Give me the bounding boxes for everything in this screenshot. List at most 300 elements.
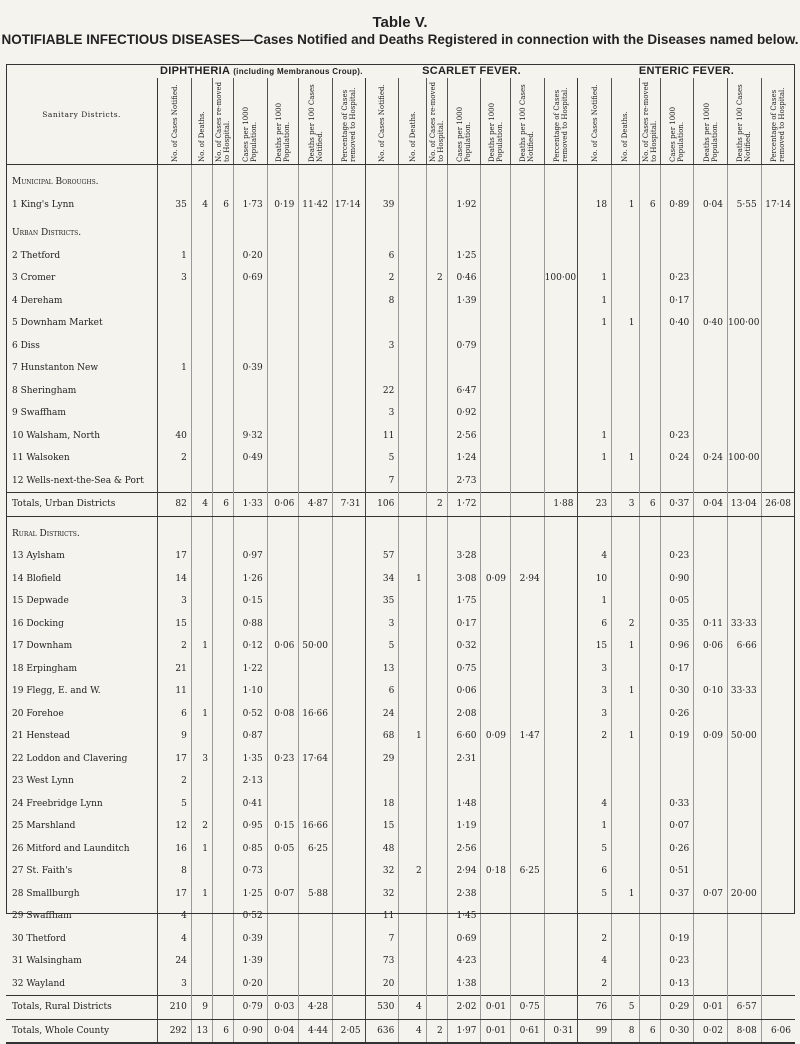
cell: 210: [158, 996, 192, 1020]
cell: [694, 290, 728, 313]
cell: 6: [212, 493, 233, 517]
cell: [639, 838, 660, 861]
cell: 57: [365, 545, 399, 568]
cell: 3: [365, 402, 399, 425]
cell: [267, 793, 299, 816]
district-name: 27 St. Faith's: [12, 866, 73, 877]
cell: 2·56: [447, 838, 481, 861]
cell: [481, 613, 510, 636]
cell: [660, 335, 694, 358]
cell: [761, 425, 795, 448]
cell: [612, 928, 639, 951]
col-header: Percentage of Cases removed to Hospital.: [333, 78, 366, 165]
cell: 0·17: [660, 658, 694, 681]
cell: 1: [578, 290, 612, 313]
cell: [191, 425, 212, 448]
col-header: Deaths per 100 Cases Notified.: [299, 78, 333, 165]
cell: 0·15: [267, 815, 299, 838]
cell: 0·17: [447, 613, 481, 636]
cell: [212, 590, 233, 613]
cell: 68: [365, 725, 399, 748]
cell: [426, 545, 447, 568]
col-header: Cases per 1000 Population.: [660, 78, 694, 165]
cell: [694, 267, 728, 290]
cell: [426, 635, 447, 658]
cell: [191, 590, 212, 613]
cell: 1: [191, 635, 212, 658]
cell: [212, 815, 233, 838]
district-name: 29 Swaffham: [12, 911, 72, 922]
cell: [234, 290, 268, 313]
cell: [761, 860, 795, 883]
cell: [191, 860, 212, 883]
district-name: 22 Loddon and Clavering: [12, 753, 128, 764]
district-name: 17 Downham: [12, 641, 73, 652]
cell: [727, 950, 761, 973]
cell: [333, 290, 366, 313]
cell: [267, 380, 299, 403]
cell: 5: [158, 793, 192, 816]
cell: 0·09: [481, 725, 510, 748]
cell: [761, 357, 795, 380]
cell: [612, 568, 639, 591]
cell: [660, 905, 694, 928]
cell: 4·23: [447, 950, 481, 973]
cell: [639, 658, 660, 681]
cell: 13: [365, 658, 399, 681]
col-header: No. of Cases Notified.: [365, 78, 399, 165]
cell: [191, 312, 212, 335]
cell: [333, 860, 366, 883]
cell: [212, 748, 233, 771]
cell: [639, 267, 660, 290]
cell: [267, 470, 299, 493]
cell: [267, 725, 299, 748]
cell: 20: [365, 973, 399, 996]
cell: [727, 748, 761, 771]
cell: [639, 447, 660, 470]
cell: 1·26: [234, 568, 268, 591]
cell: [761, 267, 795, 290]
cell: 530: [365, 996, 399, 1020]
cell: [761, 748, 795, 771]
cell: [191, 545, 212, 568]
cell: [426, 883, 447, 906]
group-header-enteric-fever: ENTERIC FEVER.: [638, 65, 735, 77]
cell: 7: [365, 928, 399, 951]
cell: 4·87: [299, 493, 333, 517]
cell: [639, 770, 660, 793]
cell: [299, 312, 333, 335]
cell: 0·46: [447, 267, 481, 290]
cell: [761, 290, 795, 313]
cell: [399, 883, 426, 906]
cell: 3: [578, 658, 612, 681]
cell: [544, 950, 578, 973]
cell: [544, 905, 578, 928]
cell: 0·35: [660, 613, 694, 636]
table-row: [6, 905, 795, 928]
cell: 1: [612, 680, 639, 703]
cell: [694, 568, 728, 591]
table-row: [6, 613, 795, 636]
cell: [510, 838, 544, 861]
cell: 34: [365, 568, 399, 591]
cell: [158, 290, 192, 313]
cell: [694, 380, 728, 403]
cell: [639, 703, 660, 726]
cell: 1·25: [234, 883, 268, 906]
cell: [333, 793, 366, 816]
cell: 16·66: [299, 703, 333, 726]
table-row: [6, 815, 795, 838]
cell: [426, 725, 447, 748]
cell: [639, 290, 660, 313]
cell: 0·17: [660, 290, 694, 313]
table-row: [6, 950, 795, 973]
cell: 4: [158, 905, 192, 928]
cell: [660, 245, 694, 268]
cell: 1: [158, 357, 192, 380]
cell: [481, 290, 510, 313]
table-row: [6, 447, 795, 470]
cell: 3: [365, 613, 399, 636]
cell: 0·07: [267, 883, 299, 906]
cell: [510, 658, 544, 681]
cell: 0·51: [660, 860, 694, 883]
cell: 5: [365, 635, 399, 658]
cell: [694, 590, 728, 613]
cell: 17·14: [333, 194, 366, 217]
cell: [481, 545, 510, 568]
cell: [333, 335, 366, 358]
cell: 0·01: [481, 996, 510, 1020]
district-name: 18 Erpingham: [12, 663, 78, 674]
cell: [612, 470, 639, 493]
cell: 5: [578, 838, 612, 861]
cell: 1·73: [234, 194, 268, 217]
cell: 15: [578, 635, 612, 658]
cell: [544, 290, 578, 313]
cell: [399, 267, 426, 290]
cell: [333, 635, 366, 658]
cell: [761, 680, 795, 703]
cell: [639, 613, 660, 636]
cell: [426, 470, 447, 493]
cell: 2: [158, 447, 192, 470]
cell: [544, 245, 578, 268]
cell: 0·24: [660, 447, 694, 470]
cell: [761, 770, 795, 793]
cell: [426, 425, 447, 448]
cell: [639, 928, 660, 951]
cell: 1·39: [234, 950, 268, 973]
district-name: 28 Smallburgh: [12, 888, 80, 899]
cell: [761, 658, 795, 681]
cell: [333, 447, 366, 470]
cell: [761, 447, 795, 470]
cell: [727, 380, 761, 403]
group-header-diphtheria: DIPHTHERIA (including Membranous Croup).: [160, 65, 363, 77]
cell: [727, 402, 761, 425]
cell: 1·25: [447, 245, 481, 268]
cell: [481, 194, 510, 217]
cell: [212, 950, 233, 973]
col-header: Percentage of Cases removed to Hospital.: [544, 78, 578, 165]
cell: [639, 568, 660, 591]
cell: [267, 335, 299, 358]
cell: [299, 680, 333, 703]
cell: 4: [578, 793, 612, 816]
table-row: [6, 658, 795, 681]
cell: [761, 335, 795, 358]
cell: [544, 748, 578, 771]
cell: 4: [399, 1019, 426, 1043]
cell: [212, 703, 233, 726]
cell: [399, 703, 426, 726]
district-name: 3 Cromer: [12, 273, 56, 284]
cell: 29: [365, 748, 399, 771]
cell: [212, 568, 233, 591]
cell: [191, 770, 212, 793]
cell: [544, 996, 578, 1020]
cell: 17: [158, 545, 192, 568]
cell: 1: [612, 725, 639, 748]
cell: 0·03: [267, 996, 299, 1020]
cell: [481, 793, 510, 816]
cell: [727, 973, 761, 996]
cell: [481, 658, 510, 681]
cell: 0·05: [660, 590, 694, 613]
cell: 0·79: [447, 335, 481, 358]
cell: [481, 493, 510, 517]
cell: [191, 245, 212, 268]
cell: [191, 470, 212, 493]
cell: [544, 883, 578, 906]
cell: 0·87: [234, 725, 268, 748]
cell: 0·09: [481, 568, 510, 591]
cell: 1: [191, 883, 212, 906]
cell: 1·45: [447, 905, 481, 928]
cell: [426, 680, 447, 703]
cell: 39: [365, 194, 399, 217]
cell: [299, 928, 333, 951]
cell: 4·28: [299, 996, 333, 1020]
cell: 1·33: [234, 493, 268, 517]
cell: 0·97: [234, 545, 268, 568]
cell: 2: [426, 1019, 447, 1043]
cell: [612, 815, 639, 838]
cell: [234, 402, 268, 425]
cell: [299, 545, 333, 568]
cell: 12: [158, 815, 192, 838]
cell: 2: [399, 860, 426, 883]
cell: [639, 312, 660, 335]
cell: [481, 312, 510, 335]
cell: [694, 748, 728, 771]
cell: [212, 680, 233, 703]
cell: 0·18: [481, 860, 510, 883]
section-heading: Rural Districts.: [6, 516, 795, 545]
cell: [481, 838, 510, 861]
cell: [727, 815, 761, 838]
cell: 0·06: [447, 680, 481, 703]
cell: [399, 770, 426, 793]
cell: 0·23: [660, 425, 694, 448]
cell: [481, 815, 510, 838]
cell: [299, 425, 333, 448]
cell: 73: [365, 950, 399, 973]
cell: [694, 335, 728, 358]
cell: 1: [578, 312, 612, 335]
cell: 2·73: [447, 470, 481, 493]
cell: [267, 658, 299, 681]
cell: 0·90: [660, 568, 694, 591]
district-name: 24 Freebridge Lynn: [12, 798, 103, 809]
cell: [299, 267, 333, 290]
cell: 16·66: [299, 815, 333, 838]
cell: [544, 545, 578, 568]
cell: [544, 815, 578, 838]
cell: [426, 312, 447, 335]
cell: [333, 357, 366, 380]
cell: 20·00: [727, 883, 761, 906]
cell: [639, 357, 660, 380]
cell: [191, 905, 212, 928]
col-header: No. of Cases Notified.: [578, 78, 612, 165]
cell: 0·75: [447, 658, 481, 681]
cell: 4: [399, 996, 426, 1020]
cell: [191, 568, 212, 591]
cell: [481, 470, 510, 493]
cell: [639, 793, 660, 816]
cell: 35: [158, 194, 192, 217]
table-row: [6, 860, 795, 883]
cell: [399, 905, 426, 928]
cell: [267, 245, 299, 268]
cell: 1: [578, 425, 612, 448]
cell: [510, 635, 544, 658]
cell: [299, 860, 333, 883]
cell: 0·29: [660, 996, 694, 1020]
table-row: [6, 590, 795, 613]
cell: 2: [578, 725, 612, 748]
cell: [578, 335, 612, 358]
table-row: [6, 402, 795, 425]
cell: [578, 748, 612, 771]
cell: [639, 748, 660, 771]
cell: 2: [426, 493, 447, 517]
cell: [481, 703, 510, 726]
cell: 636: [365, 1019, 399, 1043]
cell: [481, 335, 510, 358]
cell: 3: [158, 267, 192, 290]
district-name: 5 Downham Market: [12, 318, 103, 329]
cell: 2: [191, 815, 212, 838]
cell: [510, 357, 544, 380]
cell: 14: [158, 568, 192, 591]
cell: [212, 658, 233, 681]
cell: [299, 357, 333, 380]
cell: 6·47: [447, 380, 481, 403]
cell: 0·19: [660, 725, 694, 748]
cell: 4: [578, 545, 612, 568]
cell: [639, 680, 660, 703]
cell: [333, 905, 366, 928]
cell: 100·00: [544, 267, 578, 290]
cell: 100·00: [727, 312, 761, 335]
cell: [639, 380, 660, 403]
cell: [212, 335, 233, 358]
cell: [426, 613, 447, 636]
cell: 3·08: [447, 568, 481, 591]
cell: [399, 335, 426, 358]
cell: [639, 950, 660, 973]
cell: 9: [158, 725, 192, 748]
cell: 1·47: [510, 725, 544, 748]
cell: [267, 590, 299, 613]
cell: [267, 357, 299, 380]
district-name: 13 Aylsham: [12, 551, 65, 562]
col-header: Cases per 1000 Population.: [447, 78, 481, 165]
cell: 0·04: [267, 1019, 299, 1043]
cell: 100·00: [727, 447, 761, 470]
table-row: [6, 680, 795, 703]
cell: [544, 860, 578, 883]
cell: [426, 658, 447, 681]
cell: 17·14: [761, 194, 795, 217]
cell: [578, 380, 612, 403]
cell: 2·08: [447, 703, 481, 726]
cell: [333, 996, 366, 1020]
cell: [212, 928, 233, 951]
cell: [426, 815, 447, 838]
cell: [212, 380, 233, 403]
cell: 0·10: [694, 680, 728, 703]
cell: 2·94: [510, 568, 544, 591]
cell: 11: [365, 905, 399, 928]
cell: [761, 590, 795, 613]
cell: [694, 815, 728, 838]
cell: [299, 447, 333, 470]
cell: [639, 905, 660, 928]
cell: 0·89: [660, 194, 694, 217]
cell: [299, 793, 333, 816]
cell: [399, 950, 426, 973]
cell: [761, 703, 795, 726]
col-header: No. of Deaths.: [191, 78, 212, 165]
cell: [578, 245, 612, 268]
cell: 24: [365, 703, 399, 726]
cell: 6: [578, 860, 612, 883]
cell: 7: [365, 470, 399, 493]
cell: [612, 838, 639, 861]
col-header: No. of Deaths.: [612, 78, 639, 165]
cell: [234, 380, 268, 403]
cell: 50·00: [299, 635, 333, 658]
cell: [481, 245, 510, 268]
table-row: [6, 770, 795, 793]
cell: [481, 590, 510, 613]
cell: [694, 703, 728, 726]
district-name: 11 Walsoken: [12, 453, 70, 464]
cell: [694, 928, 728, 951]
col-header: No. of Cases Notified.: [158, 78, 192, 165]
district-name: 6 Diss: [12, 340, 40, 351]
cell: 1·92: [447, 194, 481, 217]
cell: [612, 658, 639, 681]
cell: [426, 905, 447, 928]
